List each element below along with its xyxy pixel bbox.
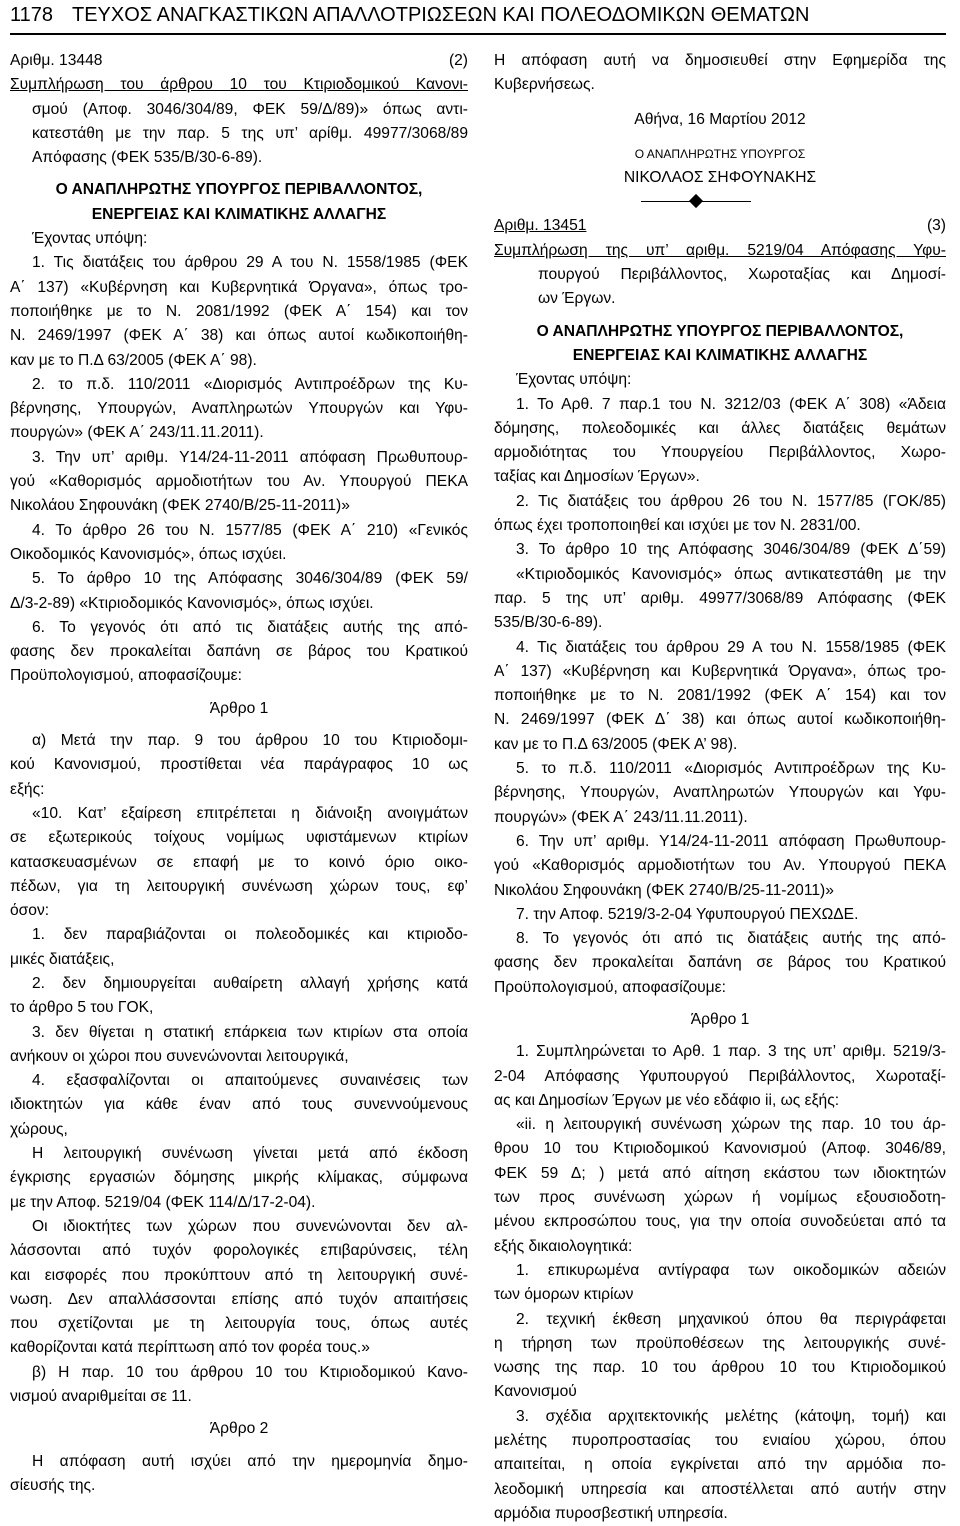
text-line: παρ. 5 της υπ’ αριθμ. 49977/3068/89 Απόφασης (ΦΕΚ: [494, 589, 946, 607]
text-line: δόμησης, πολεοδομικές και άλλες διατάξεις θεμάτων: [494, 419, 946, 437]
text-line: χώρους,: [10, 1120, 68, 1138]
text-line: σμού (Αποφ. 3046/304/89, ΦΕΚ 59/Δ/89)» όπως αντι-: [32, 100, 468, 118]
text-line: Ν. 2469/1997 (ΦΕΚ Α΄ 38) και όπως αυτοί κωδικοποιήθη-: [10, 327, 468, 345]
text-line: α) Μετά την παρ. 9 του άρθρου 10 του Κτιριοδομι-: [32, 732, 468, 750]
text-line: «Κτιριοδομικός Κανονισμός» όπως αντικατεστάθη με την: [516, 565, 946, 583]
text-line: βέρνησης, Υπουργών, Αναπληρωτών Υπουργών και Υφυ-: [494, 784, 946, 802]
page-number: 1178: [10, 4, 54, 26]
text-line: Συμπλήρωση του άρθρου 10 του Κτιριοδομικού Κανονι-: [10, 76, 468, 94]
text-line: καν με το Π.Δ 63/2005 (ΦΕΚ Α’ 98).: [494, 735, 738, 753]
decision-number: Αριθμ. 13448: [10, 52, 103, 69]
text-line: Οι ιδιοκτήτες των χώρων που συνενώνονται δεν αλ-: [32, 1217, 468, 1235]
text-line: «ii. η λειτουργική συνένωση χώρων της παρ. 10 του άρ-: [516, 1116, 946, 1134]
text-line: Έχοντας υπόψη:: [516, 371, 632, 389]
text-line: σίευσής της.: [10, 1476, 96, 1494]
text-line: 2. το π.δ. 110/2011 «Διορισμός Αντιπροέδρων της Κυ-: [32, 375, 468, 393]
text-line: αρμόδια πυροσβεστική υπηρεσία.: [494, 1504, 728, 1522]
text-line: νωσης της παρ. 10 του άρθρου 10 του Κτιριοδομικού: [494, 1359, 946, 1377]
text-line: λάσσονται από τυχόν φορολογικές επιβαρύνσεις, τέλη: [10, 1242, 468, 1260]
text-line: και εισφορές που προκύπτουν από τη λειτουργική συνέ-: [10, 1266, 468, 1284]
text-line: 4. Το άρθρο 26 του Ν. 1577/85 (ΦΕΚ Α΄ 210) «Γενικός: [32, 521, 468, 539]
text-line: 1. Συμπληρώνεται το Αρθ. 1 παρ. 3 της υπ’ αριθμ. 5219/3-: [516, 1043, 946, 1061]
text-line: 1. δεν παραβιάζονται οι πολεοδομικές και κτιριοδο-: [32, 926, 468, 944]
text-line: 4. Τις διατάξεις του άρθρου 29 Α του Ν. 1558/1985 (ΦΕΚ: [516, 638, 946, 656]
text-line: 2. τεχνική έκθεση μηχανικού όπου θα περιγράφεται: [516, 1310, 946, 1328]
text-line: 2-04 Απόφασης Υφυπουργού Περιβάλλοντος, Χωροταξί-: [494, 1067, 946, 1085]
text-line: έγκρισης εργασιών δόμησης μικρής κλίμακας, σύμφωνα: [10, 1169, 468, 1187]
left-text: [10, 73, 468, 1498]
signatory-name: ΝΙΚΟΛΑΟΣ ΣΗΦΟΥΝΑΚΗΣ: [623, 169, 817, 187]
text-line: 1. Τις διατάξεις του άρθρου 29 Α του Ν. 1558/1985 (ΦΕΚ: [32, 254, 468, 272]
text-line: απαιτείται, η οποία εγκρίνεται από την αρμόδια πο-: [494, 1456, 946, 1474]
text-line: Ν. 2469/1997 (ΦΕΚ Δ΄ 38) και όπως αυτοί κωδικοποιήθη-: [494, 711, 946, 729]
text-line: φασης δεν προκαλείται δαπάνη σε βάρος του Κρατικού: [10, 643, 468, 661]
text-line: γού «Καθορισμός αρμοδιοτήτων του Αν. Υπουργού ΠΕΚΑ: [10, 473, 468, 491]
text-line: πουργών» (ΦΕΚ Α΄ 243/11.11.2011).: [10, 424, 264, 442]
signatory-title: Ο ΑΝΑΠΛΗΡΩΤΗΣ ΥΠΟΥΡΓΟΣ: [634, 146, 806, 161]
text-line: Συμπλήρωση της υπ’ αριθμ. 5219/04 Απόφασης Υφυ-: [494, 241, 946, 259]
text-line: κατασκευασμένων σε επαφή με το κοινό όριο οικο-: [10, 853, 468, 871]
text-line: Νικολάου Σηφουνάκη (ΦΕΚ 2740/Β/25-11-2011)»: [494, 881, 834, 899]
text-line: καν με το Π.Δ 63/2005 (ΦΕΚ Α΄ 98).: [10, 351, 257, 369]
text-line: πουργού Περιβάλλοντος, Χωροταξίας και Δημοσί-: [538, 266, 946, 284]
text-line: 1. Το Αρθ. 7 παρ.1 του Ν. 3212/03 (ΦΕΚ Α΄ 308) «Άδεια: [516, 395, 946, 413]
diamond-icon: [689, 194, 703, 208]
text-line: ΕΝΕΡΓΕΙΑΣ ΚΑΙ ΚΛΙΜΑΤΙΚΗΣ ΑΛΛΑΓΗΣ: [91, 205, 387, 223]
text-line: που σχετίζονται με τη λειτουργία τους, όπως αυτές: [10, 1315, 468, 1333]
text-line: 535/Β/30-6-89).: [494, 614, 603, 632]
text-line: γού «Καθορισμός αρμοδιοτήτων του Αν. Υπουργού ΠΕΚΑ: [494, 857, 946, 875]
text-line: το άρθρο 5 του ΓΟΚ,: [10, 999, 154, 1017]
text-line: η τήρηση των προϋποθέσεων της λειτουργικής συνέ-: [494, 1334, 946, 1352]
decision-index: (2): [448, 52, 468, 69]
text-line: νωση. Δεν απαλλάσσονται επίσης από τυχόν απαιτήσεις: [10, 1290, 468, 1308]
text-line: σε εξωτερικούς τοίχους νομίμως υφιστάμενων κτιρίων: [10, 829, 468, 847]
text-line: ταξίας και Δημοσίων Έργων».: [494, 468, 700, 486]
text-line: 6. Το γεγονός ότι από τις διατάξεις αυτής της από-: [32, 618, 468, 636]
text-line: ανήκουν οι χώροι που συνενώνονται λειτουργικά,: [10, 1047, 349, 1065]
text-line: Νικολάου Σηφουνάκη (ΦΕΚ 2740/Β/25-11-2011)»: [10, 497, 350, 515]
text-line: εξής:: [10, 780, 45, 798]
text-line: μελέτης πυροπροστασίας του ενιαίου χώρου, όπου: [494, 1432, 946, 1450]
text-line: φασης δεν προκαλείται δαπάνη σε βάρος του Κρατικού: [494, 954, 946, 972]
text-line: κατεστάθη με την παρ. 5 της υπ’ αρίθμ. 49977/3068/89: [32, 124, 468, 142]
text-line: Δ/3-2-89) «Κτιριοδομικός Κανονισμός», όπως ισχύει.: [10, 594, 374, 612]
text-line: Προϋπολογισμού, αποφασίζουμε:: [494, 978, 726, 996]
text-line: Η λειτουργική συνένωση γίνεται μετά από έκδοση: [32, 1145, 468, 1163]
header-rule: [10, 33, 946, 35]
text-line: Απόφασης (ΦΕΚ 535/Β/30-6-89).: [32, 149, 263, 167]
text-line: ων Έργων.: [538, 290, 616, 308]
right-column: [494, 49, 946, 1526]
text-line: Άρθρο 1: [690, 1010, 750, 1028]
text-line: θρου 10 του Κτιριοδομικού Κανονισμού (Αποφ. 3046/89,: [494, 1140, 946, 1158]
paragraph-line: Κυβερνήσεως.: [494, 76, 595, 94]
text-line: 4. εξασφαλίζονται οι απαιτούμενες συναινέσεις των: [32, 1072, 468, 1090]
text-line: Α΄ 137) «Κυβέρνηση και Κυβερνητικά Όργανα», όπως τρο-: [494, 662, 946, 680]
text-line: ποποιήθηκε με το Ν. 2081/1992 (ΦΕΚ Α΄ 154) και τον: [494, 687, 946, 705]
text-line: β) Η παρ. 10 του άρθρου 10 του Κτιριοδομικού Κανο-: [32, 1363, 468, 1381]
text-line: 3. Την υπ’ αριθμ. Υ14/24-11-2011 απόφαση Πρωθυπουρ-: [32, 448, 468, 466]
paragraph-line: Η απόφαση αυτή να δημοσιευθεί στην Εφημερίδα της: [494, 52, 946, 69]
text-line: των προς συνένωση χώρων ή νομίμως εξουσιοδοτη-: [494, 1189, 946, 1207]
text-line: Ο ΑΝΑΠΛΗΡΩΤΗΣ ΥΠΟΥΡΓΟΣ ΠΕΡΙΒΑΛΛΟΝΤΟΣ,: [536, 322, 904, 340]
text-line: νισμού αναριθμείται σε 11.: [10, 1388, 192, 1406]
text-line: όσον:: [10, 902, 50, 920]
section-separator: [494, 190, 946, 214]
text-line: 3. σχέδια αρχιτεκτονικής μελέτης (κάτοψη, τομή) και: [516, 1407, 946, 1425]
text-line: 1. επικυρωμένα αντίγραφα των οικοδομικών αδειών: [516, 1261, 946, 1279]
text-line: μένου εκπροσώπου τους, για την οποία συνοδεύεται από τα: [494, 1213, 946, 1231]
text-line: 7. την Αποφ. 5219/3-2-04 Υφυπουργού ΠΕΧΩΔΕ.: [516, 905, 859, 923]
text-line: ποποιήθηκε με το Ν. 2081/1992 (ΦΕΚ Α΄ 154) και τον: [10, 302, 468, 320]
text-line: 8. Το γεγονός ότι από τις διατάξεις αυτής της από-: [516, 930, 946, 948]
text-line: των όμορων κτιρίων: [494, 1286, 634, 1304]
text-line: 3. δεν θίγεται η στατική επάρκεια των κτιρίων στα οποία: [32, 1023, 468, 1041]
text-line: 2. δεν δημιουργείται αυθαίρετη αλλαγή χρήσης κατά: [32, 974, 468, 992]
text-line: Προϋπολογισμού, αποφασίζουμε:: [10, 667, 242, 685]
right-text: [494, 239, 946, 1526]
left-column: [10, 49, 468, 1498]
text-line: 3. Το άρθρο 10 της Απόφασης 3046/304/89 (ΦΕΚ Δ΄59): [516, 541, 946, 559]
publication-title: ΤΕΥΧΟΣ ΑΝΑΓΚΑΣΤΙΚΩΝ ΑΠΑΛΛΟΤΡΙΩΣΕΩΝ ΚΑΙ ΠΟΛΕΟΔΟΜΙΚΩΝ ΘΕΜΑΤΩΝ: [72, 4, 810, 26]
text-line: μικές διατάξεις,: [10, 950, 115, 968]
text-line: κού Κανονισμού, προστίθεται νέα παράγραφος 10 ως: [10, 756, 468, 774]
text-line: Άρθρο 2: [209, 1420, 269, 1438]
text-line: ΕΝΕΡΓΕΙΑΣ ΚΑΙ ΚΛΙΜΑΤΙΚΗΣ ΑΛΛΑΓΗΣ: [572, 346, 868, 364]
decision-header-13451: [494, 214, 946, 238]
text-line: Έχοντας υπόψη:: [32, 230, 148, 248]
text-line: ΦΕΚ 59 Δ; ) μετά από αίτηση εκάστου των ιδιοκτητών: [494, 1164, 946, 1182]
text-line: εξής δικαιολογητικά:: [494, 1237, 633, 1255]
place-date: Αθήνα, 16 Μαρτίου 2012: [634, 110, 806, 128]
text-line: ιδιοκτητών για κάθε έναν από τους συνεννούμενους: [10, 1096, 468, 1114]
text-line: αρμοδιότητας του Υπουργείου Περιβάλλοντος, Χωρο-: [494, 444, 946, 462]
text-line: Οικοδομικός Κανονισμός», όπως ισχύει.: [10, 545, 287, 563]
text-line: Η απόφαση αυτή ισχύει από την ημερομηνία δημο-: [32, 1452, 468, 1470]
text-line: βέρνησης, Υπουργών, Αναπληρωτών Υπουργών και Υφυ-: [10, 400, 468, 418]
text-line: καθορίζονται κατά περίπτωση από τον φορέα τους.»: [10, 1339, 370, 1357]
decision-header-13448: [10, 49, 468, 73]
text-line: 5. Το άρθρο 10 της Απόφασης 3046/304/89 (ΦΕΚ 59/: [32, 570, 468, 588]
text-line: «10. Κατ’ εξαίρεση επιτρέπεται η διάνοιξη ανοιγμάτων: [32, 804, 468, 822]
text-line: 6. Την υπ’ αριθμ. Υ14/24-11-2011 απόφαση Πρωθυπουρ-: [516, 832, 946, 850]
text-line: ας και Δημοσίων Έργων με νέο εδάφιο ii, ως εξής:: [494, 1091, 840, 1109]
page-header: [10, 2, 950, 28]
text-line: πουργών» (ΦΕΚ Α΄ 243/11.11.2011).: [494, 808, 748, 826]
decision-number: Αριθμ. 13451: [494, 217, 587, 235]
text-line: 5. το π.δ. 110/2011 «Διορισμός Αντιπροέδρων της Κυ-: [516, 760, 946, 778]
text-line: λεοδομική υπηρεσία και αποστέλλεται από αυτήν στην: [494, 1480, 946, 1498]
text-line: Ο ΑΝΑΠΛΗΡΩΤΗΣ ΥΠΟΥΡΓΟΣ ΠΕΡΙΒΑΛΛΟΝΤΟΣ,: [55, 181, 423, 199]
text-line: Κανονισμού: [494, 1383, 577, 1401]
text-line: Άρθρο 1: [209, 699, 269, 717]
text-line: Α΄ 137) «Κυβέρνηση και Κυβερνητικά Όργανα», όπως τρο-: [10, 278, 468, 296]
text-line: όπως έχει τροποποιηθεί και ισχύει με τον Ν. 2831/00.: [494, 517, 861, 535]
text-line: πέδων, για τη λειτουργική συνένωση χώρων τους, εφ’: [10, 877, 468, 895]
text-line: 2. Τις διατάξεις του άρθρου 26 του Ν. 1577/85 (ΓΟΚ/85): [516, 492, 946, 510]
text-line: με την Αποφ. 5219/04 (ΦΕΚ 114/Δ/17-2-04).: [10, 1193, 316, 1211]
decision-index: (3): [926, 217, 946, 235]
